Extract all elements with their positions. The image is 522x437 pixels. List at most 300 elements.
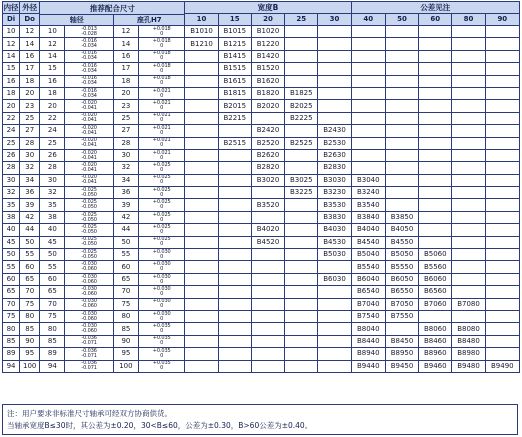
- cell-bearing-code: B8440: [351, 335, 385, 347]
- cell-bore-nominal: 36: [113, 187, 138, 199]
- cell-bearing-code: [218, 261, 251, 273]
- bore-tolerance-value: 0: [160, 166, 164, 173]
- shaft-tolerance-value: -0.025: [81, 248, 97, 255]
- cell-bearing-code: [351, 50, 385, 62]
- shaft-tolerance-value: -0.071: [81, 365, 97, 372]
- cell-bearing-code: [485, 187, 519, 199]
- bore-tolerance-value: +0.035: [152, 360, 171, 367]
- cell-bearing-code: [185, 348, 218, 360]
- shaft-tolerance-value: -0.025: [81, 186, 97, 193]
- cell-shaft-nominal: 94: [40, 360, 65, 372]
- cell-shaft-nominal: 40: [40, 224, 65, 236]
- shaft-tolerance-value: -0.030: [81, 323, 97, 330]
- cell-bearing-code: B8950: [385, 348, 418, 360]
- cell-bearing-code: [218, 224, 251, 236]
- cell-bearing-code: B1010: [185, 26, 218, 38]
- bore-tolerance-value: +0.018: [152, 75, 171, 82]
- cell-bearing-code: [452, 112, 485, 124]
- cell-bore-nominal: 100: [113, 360, 138, 372]
- cell-bore-tolerance: [139, 149, 185, 161]
- cell-inner-diameter: 24: [3, 125, 20, 137]
- cell-bearing-code: [185, 360, 218, 372]
- shaft-tolerance-value: -0.020: [81, 161, 97, 168]
- cell-inner-diameter: 80: [3, 323, 20, 335]
- cell-bearing-code: B1615: [218, 75, 251, 87]
- cell-bearing-code: [185, 162, 218, 174]
- cell-bore-tolerance: [139, 63, 185, 75]
- cell-inner-diameter: 12: [3, 38, 20, 50]
- cell-bearing-code: [185, 236, 218, 248]
- cell-outer-diameter: 42: [20, 211, 40, 223]
- cell-bearing-code: [485, 112, 519, 124]
- header-bore-h7: 座孔H7: [136, 16, 162, 24]
- bore-tolerance-value: +0.025: [152, 161, 171, 168]
- cell-bearing-code: B6040: [351, 273, 385, 285]
- table-row: [3, 125, 520, 137]
- cell-shaft-tolerance: [65, 187, 113, 199]
- bore-tolerance-value: +0.021: [152, 87, 171, 94]
- table-row: [3, 360, 520, 372]
- cell-bearing-code: [485, 211, 519, 223]
- cell-bearing-code: [485, 38, 519, 50]
- shaft-tolerance-value: -0.060: [81, 315, 97, 322]
- cell-shaft-nominal: 24: [40, 125, 65, 137]
- cell-inner-diameter: 65: [3, 286, 20, 298]
- cell-bearing-code: B2830: [318, 162, 351, 174]
- cell-bearing-code: [452, 149, 485, 161]
- cell-bore-nominal: 55: [113, 249, 138, 261]
- shaft-tolerance-value: -0.030: [81, 261, 97, 268]
- cell-shaft-nominal: 50: [40, 249, 65, 261]
- cell-bearing-code: [285, 75, 318, 87]
- cell-bearing-code: [285, 236, 318, 248]
- cell-bore-tolerance: [139, 323, 185, 335]
- shaft-tolerance-value: -0.030: [81, 273, 97, 280]
- header-width-b: 宽度B: [185, 2, 351, 14]
- cell-bearing-code: B3040: [351, 174, 385, 186]
- shaft-tolerance-value: -0.034: [81, 43, 97, 50]
- cell-bearing-code: B7050: [385, 298, 418, 310]
- cell-bearing-code: B3030: [318, 174, 351, 186]
- cell-bearing-code: [218, 199, 251, 211]
- cell-bearing-code: [385, 100, 418, 112]
- bore-tolerance-value: 0: [160, 179, 164, 186]
- cell-bore-nominal: 14: [113, 38, 138, 50]
- cell-bearing-code: [185, 50, 218, 62]
- cell-bearing-code: [285, 224, 318, 236]
- cell-bearing-code: [218, 273, 251, 285]
- header-inner-diameter: 内径: [3, 3, 19, 12]
- table-row: [3, 310, 520, 322]
- bore-tolerance-value: +0.035: [152, 347, 171, 354]
- cell-bore-nominal: 23: [113, 100, 138, 112]
- cell-bearing-code: B6540: [351, 286, 385, 298]
- cell-bearing-code: [419, 224, 452, 236]
- cell-bearing-code: [419, 63, 452, 75]
- cell-bearing-code: B5550: [385, 261, 418, 273]
- cell-bearing-code: [318, 335, 351, 347]
- header-tolerance-note: 公差见注: [351, 2, 519, 14]
- cell-bearing-code: B2630: [318, 149, 351, 161]
- cell-bearing-code: [185, 286, 218, 298]
- cell-bearing-code: [251, 273, 284, 285]
- cell-bore-tolerance: [139, 249, 185, 261]
- cell-inner-diameter: 89: [3, 348, 20, 360]
- cell-shaft-nominal: 15: [40, 63, 65, 75]
- cell-inner-diameter: 70: [3, 298, 20, 310]
- table-row: [3, 335, 520, 347]
- cell-bearing-code: [452, 100, 485, 112]
- cell-bearing-code: [218, 348, 251, 360]
- cell-shaft-nominal: 10: [40, 26, 65, 38]
- bore-tolerance-value: +0.021: [152, 137, 171, 144]
- cell-bearing-code: [452, 211, 485, 223]
- shaft-tolerance-value: -0.034: [81, 67, 97, 74]
- cell-bearing-code: [485, 87, 519, 99]
- cell-shaft-tolerance: [65, 286, 113, 298]
- cell-bearing-code: [452, 26, 485, 38]
- cell-shaft-tolerance: [65, 38, 113, 50]
- cell-shaft-tolerance: [65, 360, 113, 372]
- shaft-tolerance-value: -0.041: [81, 105, 97, 112]
- footnote: [2, 404, 518, 435]
- cell-bearing-code: [185, 75, 218, 87]
- cell-bearing-code: [185, 261, 218, 273]
- bore-tolerance-value: +0.035: [152, 335, 171, 342]
- cell-shaft-nominal: 16: [40, 75, 65, 87]
- cell-bearing-code: B4050: [385, 224, 418, 236]
- shaft-tolerance-value: -0.071: [81, 340, 97, 347]
- cell-bore-tolerance: [139, 298, 185, 310]
- bore-tolerance-value: 0: [160, 92, 164, 99]
- cell-bore-tolerance: [139, 50, 185, 62]
- cell-bearing-code: [285, 298, 318, 310]
- cell-bore-nominal: 16: [113, 50, 138, 62]
- shaft-tolerance-value: -0.020: [81, 100, 97, 107]
- cell-bearing-code: [419, 310, 452, 322]
- bore-tolerance-value: 0: [160, 43, 164, 50]
- cell-inner-diameter: 30: [3, 174, 20, 186]
- cell-bore-tolerance: [139, 261, 185, 273]
- cell-bearing-code: [218, 211, 251, 223]
- header-width-40: 40: [351, 14, 385, 26]
- cell-bore-tolerance: [139, 112, 185, 124]
- cell-bearing-code: [185, 199, 218, 211]
- cell-bearing-code: B2820: [251, 162, 284, 174]
- cell-bearing-code: [485, 137, 519, 149]
- cell-bearing-code: [185, 298, 218, 310]
- bore-tolerance-value: +0.035: [152, 323, 171, 330]
- cell-bearing-code: [351, 162, 385, 174]
- cell-shaft-nominal: 14: [40, 50, 65, 62]
- cell-bearing-code: [185, 335, 218, 347]
- cell-bearing-code: B6560: [419, 286, 452, 298]
- cell-inner-diameter: 16: [3, 75, 20, 87]
- cell-bearing-code: [385, 149, 418, 161]
- header-width-90: 90: [485, 14, 519, 26]
- cell-shaft-tolerance: [65, 149, 113, 161]
- bore-tolerance-value: 0: [160, 129, 164, 136]
- cell-bearing-code: [185, 273, 218, 285]
- cell-bearing-code: [185, 187, 218, 199]
- cell-bearing-code: [351, 63, 385, 75]
- cell-bearing-code: [485, 348, 519, 360]
- shaft-tolerance-value: -0.060: [81, 278, 97, 285]
- cell-bore-nominal: 90: [113, 335, 138, 347]
- cell-bearing-code: [385, 112, 418, 124]
- cell-bearing-code: B6030: [318, 273, 351, 285]
- shaft-tolerance-value: -0.016: [81, 50, 97, 57]
- table-row: [3, 348, 520, 360]
- cell-bearing-code: [385, 50, 418, 62]
- cell-bearing-code: [285, 125, 318, 137]
- cell-bearing-code: [485, 162, 519, 174]
- cell-bearing-code: [485, 286, 519, 298]
- cell-bore-tolerance: [139, 125, 185, 137]
- cell-bearing-code: [419, 112, 452, 124]
- cell-bore-tolerance: [139, 224, 185, 236]
- cell-bearing-code: B1815: [218, 87, 251, 99]
- cell-shaft-nominal: 70: [40, 298, 65, 310]
- cell-bearing-code: B4520: [251, 236, 284, 248]
- cell-bearing-code: B4540: [351, 236, 385, 248]
- cell-bearing-code: [385, 162, 418, 174]
- cell-bearing-code: [452, 174, 485, 186]
- cell-shaft-tolerance: [65, 335, 113, 347]
- cell-bearing-code: [452, 199, 485, 211]
- table-row: [3, 75, 520, 87]
- bore-tolerance-value: +0.025: [152, 199, 171, 206]
- cell-bore-tolerance: [139, 38, 185, 50]
- cell-bearing-code: [419, 211, 452, 223]
- cell-bearing-code: [185, 149, 218, 161]
- cell-shaft-nominal: 25: [40, 137, 65, 149]
- cell-bearing-code: [351, 125, 385, 137]
- header-width-15: 15: [218, 14, 251, 26]
- cell-bearing-code: [452, 224, 485, 236]
- shaft-tolerance-value: -0.034: [81, 92, 97, 99]
- cell-bearing-code: B4550: [385, 236, 418, 248]
- shaft-tolerance-value: -0.030: [81, 285, 97, 292]
- shaft-tolerance-value: -0.036: [81, 335, 97, 342]
- cell-bearing-code: [218, 286, 251, 298]
- cell-bearing-code: B1820: [251, 87, 284, 99]
- bore-tolerance-value: 0: [160, 204, 164, 211]
- cell-bearing-code: [351, 112, 385, 124]
- header-width-60: 60: [419, 14, 452, 26]
- cell-bearing-code: B4530: [318, 236, 351, 248]
- cell-bearing-code: [485, 100, 519, 112]
- cell-shaft-tolerance: [65, 298, 113, 310]
- cell-bearing-code: [452, 286, 485, 298]
- cell-bearing-code: B7550: [385, 310, 418, 322]
- cell-shaft-nominal: 60: [40, 273, 65, 285]
- cell-bearing-code: [419, 162, 452, 174]
- cell-bore-nominal: 75: [113, 298, 138, 310]
- cell-bearing-code: [485, 249, 519, 261]
- header-di: Di: [3, 14, 20, 26]
- bore-tolerance-value: 0: [160, 365, 164, 372]
- table-row: [3, 187, 520, 199]
- table-row: [3, 211, 520, 223]
- cell-outer-diameter: 90: [20, 335, 40, 347]
- cell-shaft-tolerance: [65, 26, 113, 38]
- cell-bore-nominal: 34: [113, 174, 138, 186]
- cell-bearing-code: [318, 323, 351, 335]
- cell-bearing-code: B1415: [218, 50, 251, 62]
- cell-bearing-code: [285, 261, 318, 273]
- cell-bearing-code: [318, 50, 351, 62]
- header-width-25: 25: [285, 14, 318, 26]
- cell-shaft-nominal: 26: [40, 149, 65, 161]
- cell-outer-diameter: 70: [20, 286, 40, 298]
- cell-bearing-code: [351, 87, 385, 99]
- cell-bearing-code: [218, 125, 251, 137]
- cell-bearing-code: B2430: [318, 125, 351, 137]
- cell-bearing-code: [318, 38, 351, 50]
- cell-bearing-code: [185, 310, 218, 322]
- cell-bearing-code: [185, 63, 218, 75]
- shaft-tolerance-value: -0.071: [81, 352, 97, 359]
- cell-bore-tolerance: [139, 137, 185, 149]
- cell-bearing-code: B7040: [351, 298, 385, 310]
- cell-shaft-nominal: 65: [40, 286, 65, 298]
- cell-bearing-code: B1620: [251, 75, 284, 87]
- cell-outer-diameter: 95: [20, 348, 40, 360]
- cell-shaft-tolerance: [65, 211, 113, 223]
- bore-tolerance-value: 0: [160, 191, 164, 198]
- cell-bore-tolerance: [139, 310, 185, 322]
- cell-bore-nominal: 70: [113, 286, 138, 298]
- bore-tolerance-value: +0.021: [152, 149, 171, 156]
- cell-bearing-code: B5540: [351, 261, 385, 273]
- cell-bearing-code: [185, 249, 218, 261]
- cell-shaft-nominal: 22: [40, 112, 65, 124]
- cell-bearing-code: [452, 50, 485, 62]
- cell-bearing-code: [218, 174, 251, 186]
- cell-bearing-code: B9480: [452, 360, 485, 372]
- cell-bearing-code: [452, 187, 485, 199]
- cell-bearing-code: B8060: [419, 323, 452, 335]
- cell-bearing-code: [419, 236, 452, 248]
- bore-tolerance-value: +0.025: [152, 186, 171, 193]
- cell-bearing-code: B3840: [351, 211, 385, 223]
- cell-outer-diameter: 16: [20, 50, 40, 62]
- cell-bearing-code: [318, 286, 351, 298]
- cell-bearing-code: [218, 310, 251, 322]
- cell-bearing-code: B8460: [419, 335, 452, 347]
- cell-bore-nominal: 28: [113, 137, 138, 149]
- cell-bearing-code: B1420: [251, 50, 284, 62]
- shaft-tolerance-value: -0.036: [81, 360, 97, 367]
- footnote-line-1: 注：用户要求非标准尺寸轴承可经双方协商供货。: [7, 409, 172, 418]
- cell-bore-tolerance: [139, 273, 185, 285]
- shaft-tolerance-value: -0.060: [81, 290, 97, 297]
- table-row: [3, 323, 520, 335]
- cell-bearing-code: B9440: [351, 360, 385, 372]
- cell-bearing-code: [251, 187, 284, 199]
- bore-tolerance-value: +0.021: [152, 112, 171, 119]
- cell-bearing-code: B1210: [185, 38, 218, 50]
- cell-outer-diameter: 17: [20, 63, 40, 75]
- cell-bearing-code: [419, 38, 452, 50]
- cell-bearing-code: [485, 26, 519, 38]
- bore-tolerance-value: 0: [160, 290, 164, 297]
- cell-bore-tolerance: [139, 286, 185, 298]
- bore-tolerance-value: 0: [160, 55, 164, 62]
- cell-bearing-code: [285, 360, 318, 372]
- cell-bearing-code: [218, 187, 251, 199]
- cell-bearing-code: [351, 26, 385, 38]
- bore-tolerance-value: +0.030: [152, 273, 171, 280]
- cell-bearing-code: [385, 187, 418, 199]
- bore-tolerance-value: 0: [160, 340, 164, 347]
- cell-bearing-code: [218, 298, 251, 310]
- bore-tolerance-value: 0: [160, 241, 164, 248]
- cell-shaft-nominal: 80: [40, 323, 65, 335]
- cell-bearing-code: [485, 323, 519, 335]
- shaft-tolerance-value: -0.025: [81, 236, 97, 243]
- cell-bearing-code: [251, 211, 284, 223]
- cell-bearing-code: [485, 273, 519, 285]
- cell-bearing-code: B2520: [251, 137, 284, 149]
- cell-outer-diameter: 75: [20, 298, 40, 310]
- cell-bore-tolerance: [139, 236, 185, 248]
- cell-bearing-code: [485, 125, 519, 137]
- cell-shaft-nominal: 32: [40, 187, 65, 199]
- cell-bearing-code: B8480: [452, 335, 485, 347]
- cell-inner-diameter: 14: [3, 50, 20, 62]
- cell-bearing-code: [251, 360, 284, 372]
- cell-bearing-code: [351, 75, 385, 87]
- shaft-tolerance-value: -0.016: [81, 62, 97, 69]
- shaft-tolerance-value: -0.020: [81, 112, 97, 119]
- shaft-tolerance-value: -0.025: [81, 211, 97, 218]
- cell-bearing-code: [419, 26, 452, 38]
- cell-bearing-code: B8960: [419, 348, 452, 360]
- cell-bearing-code: [318, 298, 351, 310]
- bore-tolerance-value: +0.025: [152, 174, 171, 181]
- cell-bearing-code: B2025: [285, 100, 318, 112]
- cell-bearing-code: B8450: [385, 335, 418, 347]
- bore-tolerance-value: 0: [160, 117, 164, 124]
- cell-bearing-code: B4030: [318, 224, 351, 236]
- cell-bearing-code: [419, 174, 452, 186]
- cell-bearing-code: [285, 63, 318, 75]
- table-body: [3, 26, 520, 373]
- cell-bearing-code: [285, 199, 318, 211]
- cell-bearing-code: [185, 100, 218, 112]
- shaft-tolerance-value: -0.050: [81, 216, 97, 223]
- cell-bearing-code: [285, 335, 318, 347]
- header-shaft-diameter: 轴径: [40, 15, 114, 25]
- bore-tolerance-value: +0.030: [152, 248, 171, 255]
- cell-bearing-code: [385, 38, 418, 50]
- bore-tolerance-value: 0: [160, 30, 164, 37]
- cell-shaft-nominal: 45: [40, 236, 65, 248]
- cell-bearing-code: [385, 63, 418, 75]
- cell-bore-nominal: 27: [113, 125, 138, 137]
- cell-bore-nominal: 12: [113, 26, 138, 38]
- bore-tolerance-value: 0: [160, 303, 164, 310]
- cell-bearing-code: [185, 174, 218, 186]
- cell-bearing-code: [419, 50, 452, 62]
- cell-bearing-code: [185, 224, 218, 236]
- cell-bearing-code: B6060: [419, 273, 452, 285]
- cell-bearing-code: [318, 26, 351, 38]
- shaft-tolerance-value: -0.041: [81, 154, 97, 161]
- cell-shaft-tolerance: [65, 199, 113, 211]
